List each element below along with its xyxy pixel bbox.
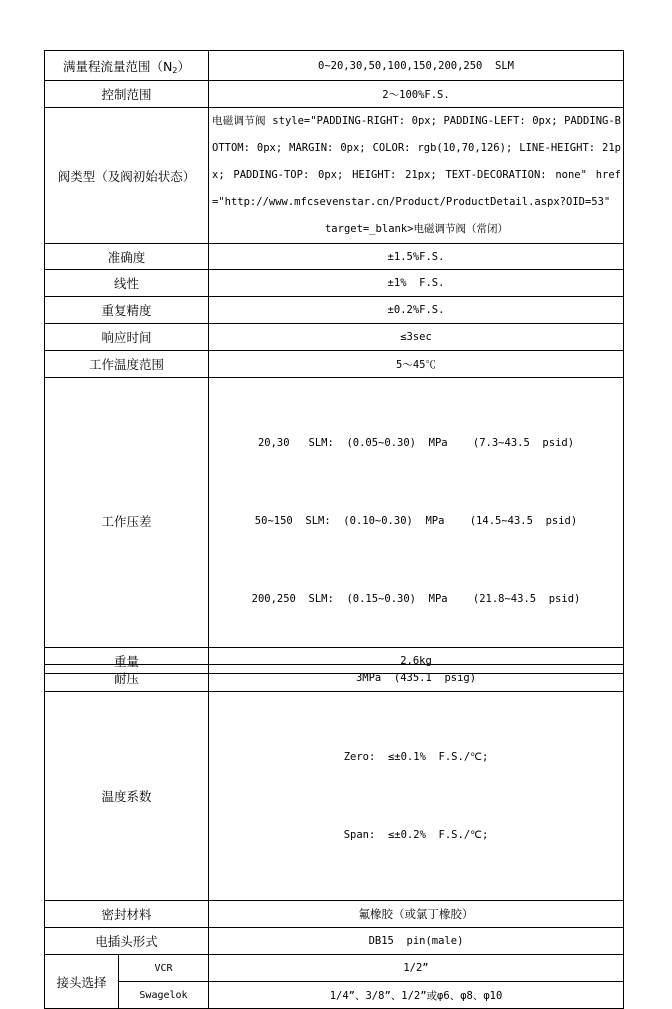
fitting-selection-label: 接头选择 xyxy=(45,955,119,1009)
table-row xyxy=(45,928,624,955)
table-row xyxy=(45,378,624,665)
full-scale-range-value: 0~20,30,50,100,150,200,250 SLM xyxy=(209,51,624,81)
operating-temperature-label: 工作温度范围 xyxy=(45,351,209,378)
accuracy-label: 准确度 xyxy=(45,244,209,270)
table-row xyxy=(45,351,624,378)
valve-type-value: 电磁调节阀 style="PADDING-RIGHT: 0px; PADDING-LEFT: 0px; PADDING-BOTTOM: 0px; MARGIN: 0px; COLOR: rgb(10,70,126); LINE-HEIGHT: 21px; PADDING-TOP: 0px; HEIGHT: 21px; TEXT-DECORATION: none" href="http://www.mfcsevenstar.cn/Product/ProductDetail.aspx?OID=53" target=_blank>电磁调节阀（常闭） xyxy=(209,108,624,244)
pressure-rating-value: 3MPa (435.1 psig) xyxy=(209,665,624,692)
operating-pressure-label: 工作压差 xyxy=(45,378,209,665)
connector-type-value: DB15 pin(male) xyxy=(209,928,624,955)
linearity-value: ±1% F.S. xyxy=(209,270,624,297)
linearity-label: 线性 xyxy=(45,270,209,297)
response-time-value: ≤3sec xyxy=(209,324,624,351)
temperature-coefficient-line: Zero: ≤±0.1% F.S./℃; xyxy=(343,751,489,763)
temperature-coefficient-value xyxy=(209,692,624,901)
operating-pressure-line: 20,30 SLM: (0.05~0.30) MPa (7.3~43.5 psid) xyxy=(257,437,575,449)
control-range-label: 控制范围 xyxy=(45,81,209,108)
accuracy-value: ±1.5%F.S. xyxy=(209,244,624,270)
table-row xyxy=(45,324,624,351)
full-scale-range-label: 满量程流量范围$(N_2)$ xyxy=(45,51,209,81)
fitting-option-value: 1/4”、3/8”、1/2”或φ6、φ8、φ10 xyxy=(209,982,624,1009)
weight-value: 2.6kg xyxy=(209,648,624,674)
table-row xyxy=(45,955,624,982)
temperature-coefficient-line: Span: ≤±0.2% F.S./℃; xyxy=(343,829,489,841)
weight-label: 重量 xyxy=(45,648,209,674)
seal-material-label: 密封材料 xyxy=(45,901,209,928)
specifications-table xyxy=(44,50,624,1009)
repeatability-value: ±0.2%F.S. xyxy=(209,297,624,324)
operating-pressure-line: 200,250 SLM: (0.15~0.30) MPa (21.8~43.5 psid) xyxy=(251,593,581,605)
control-range-value: 2～100%F.S. xyxy=(209,81,624,108)
repeatability-label: 重复精度 xyxy=(45,297,209,324)
operating-pressure-value xyxy=(209,378,624,665)
table-row xyxy=(45,108,624,244)
table-row xyxy=(45,648,624,674)
connector-type-label: 电插头形式 xyxy=(45,928,209,955)
valve-type-label: 阀类型（及阀初始状态） xyxy=(45,108,209,244)
operating-pressure-line: 50~150 SLM: (0.10~0.30) MPa (14.5~43.5 psid) xyxy=(254,515,578,527)
temperature-coefficient-label: 温度系数 xyxy=(45,692,209,901)
operating-temperature-value: 5～45℃ xyxy=(209,351,624,378)
table-row xyxy=(45,51,624,81)
table-row xyxy=(45,901,624,928)
fitting-option-value: 1/2” xyxy=(209,955,624,982)
weight-table xyxy=(44,647,624,674)
fitting-option-name: VCR xyxy=(119,955,209,982)
table-row xyxy=(45,692,624,901)
table-row xyxy=(45,81,624,108)
table-row xyxy=(45,297,624,324)
table-row xyxy=(45,244,624,270)
response-time-label: 响应时间 xyxy=(45,324,209,351)
table-row xyxy=(45,270,624,297)
fitting-option-name: Swagelok xyxy=(119,982,209,1009)
pressure-rating-label: 耐压 xyxy=(45,665,209,692)
table-row xyxy=(45,982,624,1009)
seal-material-value: 氟橡胶（或氯丁橡胶） xyxy=(209,901,624,928)
